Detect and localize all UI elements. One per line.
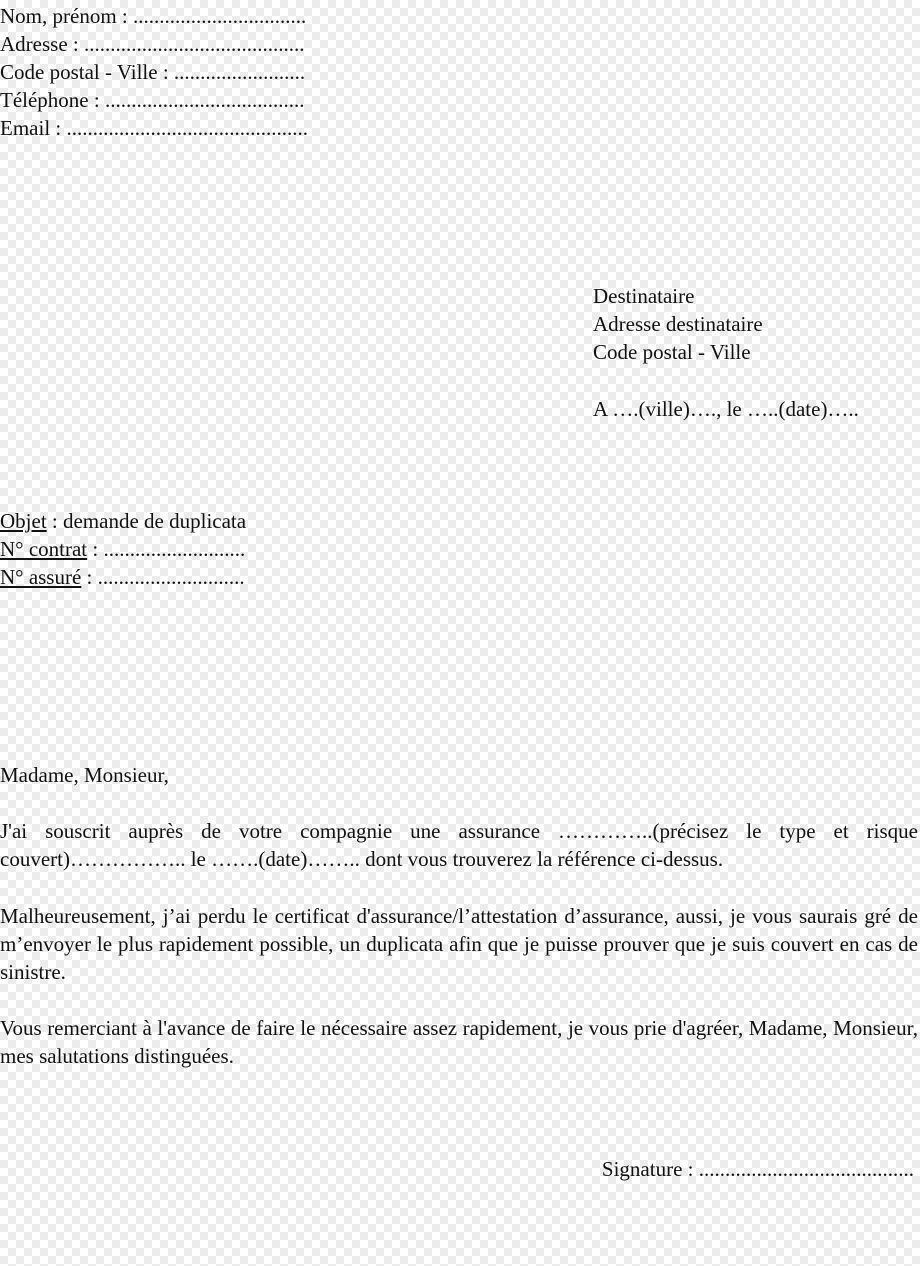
contract-number-line xyxy=(0,535,245,563)
paragraph-lost-certificate: Malheureusement, j’ai perdu le certificat d'assurance/l’attestation d’assurance, aussi, je vous saurais gré de m’envoyer le plus rapidement possible, un duplicata afin que je puisse prouver que je suis couvert en cas de sinistre. xyxy=(0,904,918,984)
recipient-address: Adresse destinataire xyxy=(593,312,763,336)
subject-label: Objet xyxy=(0,509,47,533)
signature-line: Signature : ......................................... xyxy=(601,1157,914,1181)
salutation: Madame, Monsieur, xyxy=(0,763,169,787)
subject-value: : demande de duplicata xyxy=(46,509,247,533)
recipient-name: Destinataire xyxy=(593,284,695,308)
sender-address: Adresse : .......................................... xyxy=(0,32,305,56)
subject-line xyxy=(0,507,246,535)
insured-number-value: : ............................ xyxy=(81,565,245,589)
recipient-postal-city: Code postal - Ville xyxy=(593,340,751,364)
paragraph-closing: Vous remerciant à l'avance de faire le nécessaire assez rapidement, je vous prie d'agréer, Madame, Monsieur, mes salutations distinguées. xyxy=(0,1016,918,1068)
place-and-date: A ….(ville)…., le …..(date)….. xyxy=(593,397,859,421)
insured-number-line xyxy=(0,563,245,591)
sender-phone: Téléphone : ...................................... xyxy=(0,88,305,112)
contract-number-value: : ........................... xyxy=(87,537,246,561)
insured-number-label: N° assuré xyxy=(0,565,82,589)
sender-email: Email : .............................................. xyxy=(0,116,308,140)
sender-name: Nom, prénom : ................................. xyxy=(0,4,307,28)
contract-number-label: N° contrat xyxy=(0,537,88,561)
paragraph-insurance-subscription: J'ai souscrit auprès de votre compagnie une assurance …………..(précisez le type et risque couvert)…………….. le …….(date)…….. dont vous trouverez la référence ci-dessus. xyxy=(0,819,918,871)
sender-postal-city: Code postal - Ville : ......................... xyxy=(0,60,306,84)
